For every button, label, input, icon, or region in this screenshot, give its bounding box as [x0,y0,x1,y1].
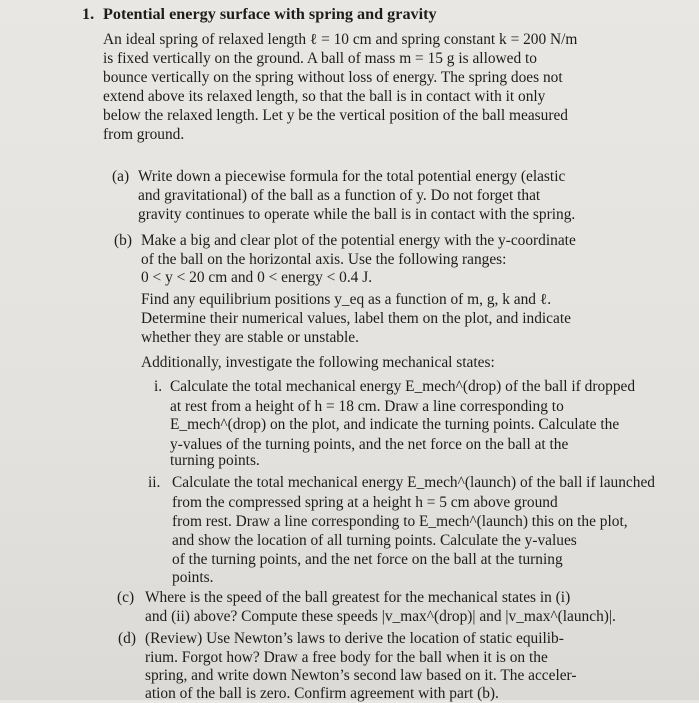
part-c-line-1: Where is the speed of the ball greatest for the mechanical states in (i) [145,589,571,606]
intro-line-5: below the relaxed length. Let y be the vertical position of the ball measured [103,107,568,124]
item-ii-label: ii. [148,474,161,491]
item-ii-line-5: of the turning points, and the net force on the ball at the turning [172,551,563,568]
problem-title: Potential energy surface with spring and gravity [103,5,437,23]
part-d-line-4: ation of the ball is zero. Confirm agreement with part (b). [145,685,499,702]
part-b-label: (b) [114,232,132,249]
part-b-line-4: Find any equilibrium positions y_eq as a function of m, g, k and ℓ. [141,291,552,308]
part-d-label: (d) [118,630,136,647]
part-a-line-3: gravity continues to operate while the ball is in contact with the spring. [138,206,576,223]
part-c-label: (c) [117,589,135,606]
part-d-line-3: spring, and write down Newton’s second law based on it. The acceler- [145,667,577,684]
part-d-line-1: (Review) Use Newton’s laws to derive the location of static equilib- [145,630,564,647]
item-ii-line-4: and show the location of all turning points. Calculate the y-values [172,532,577,549]
part-b-line-5: Determine their numerical values, label them on the plot, and indicate [141,310,571,327]
problem-number: 1. [82,5,95,23]
part-b-line-6: whether they are stable or unstable. [141,329,359,346]
item-i-line-4: y-values of the turning points, and the net force on the ball at the [170,436,569,453]
part-d-line-2: rium. Forgot how? Draw a free body for the ball when it is on the [145,649,548,666]
part-b-line-2: of the ball on the horizontal axis. Use the following ranges: [141,251,507,268]
intro-line-4: extend above its relaxed length, so that the ball is in contact with it only [103,88,546,105]
intro-line-1: An ideal spring of relaxed length ℓ = 10 cm and spring constant k = 200 N/m [103,31,578,48]
item-i-line-5: turning points. [170,452,260,469]
item-ii-line-1: Calculate the total mechanical energy E_mech^(launch) of the ball if launched [172,474,655,491]
part-b-line-1: Make a big and clear plot of the potential energy with the y-coordinate [141,232,576,249]
part-b-line-3: 0 < y < 20 cm and 0 < energy < 0.4 J. [141,269,373,286]
item-ii-line-6: points. [172,569,214,586]
intro-line-3: bounce vertically on the spring without loss of energy. The spring does not [103,69,563,86]
item-ii-line-2: from the compressed spring at a height h = 5 cm above ground [172,494,558,511]
item-i-line-1: Calculate the total mechanical energy E_mech^(drop) of the ball if dropped [170,378,636,395]
item-ii-line-3: from rest. Draw a line corresponding to E_mech^(launch) this on the plot, [172,513,628,530]
part-a-label: (a) [112,168,130,185]
part-c-line-2: and (ii) above? Compute these speeds |v_max^(drop)| and |v_max^(launch)|. [145,608,616,625]
part-a-line-2: and gravitational) of the ball as a function of y. Do not forget that [138,187,541,204]
intro-line-2: is fixed vertically on the ground. A ball of mass m = 15 g is allowed to [103,50,537,67]
intro-line-6: from ground. [103,126,185,143]
part-b-line-7: Additionally, investigate the following mechanical states: [141,354,495,371]
part-a-line-1: Write down a piecewise formula for the total potential energy (elastic [138,168,566,185]
item-i-label: i. [154,378,163,395]
item-i-line-3: E_mech^(drop) on the plot, and indicate the turning points. Calculate the [170,416,620,433]
item-i-line-2: at rest from a height of h = 18 cm. Draw a line corresponding to [170,398,564,415]
